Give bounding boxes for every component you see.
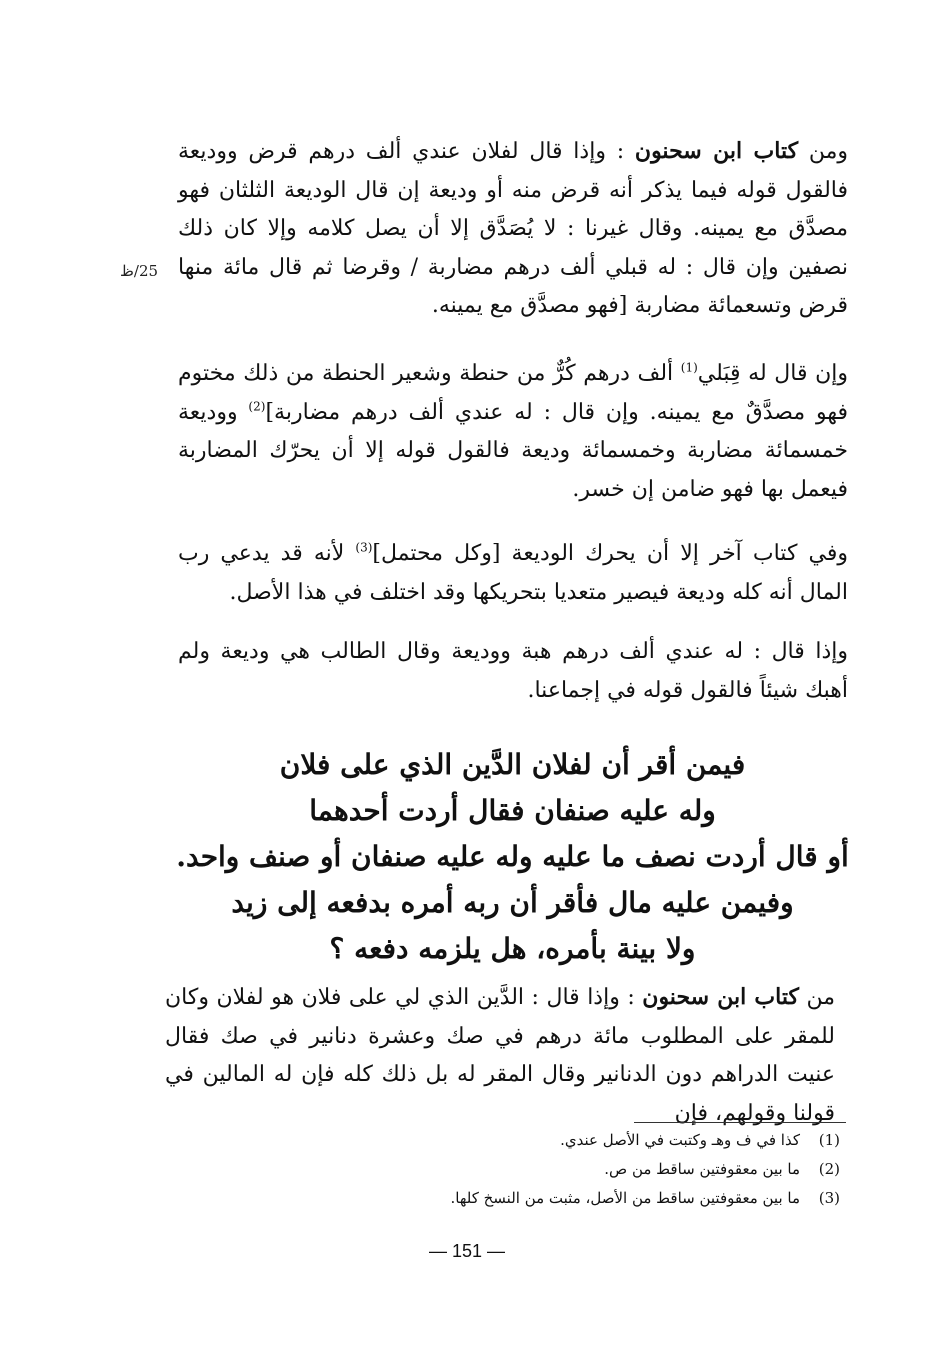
section-heading: [175, 742, 850, 972]
paragraph-2-text-a: وإن قال له قِبَلي: [697, 361, 848, 386]
paragraph-1-lead: ومن: [798, 139, 848, 164]
paragraph-1-text: : وإذا قال لفلان عندي ألف درهم قرض ووديعة فالقول قوله فيما يذكر أنه قرض منه أو وديعة إن قال الوديعة الثلثان فهو مصدَّق مع يمينه. وقال غيرنا : لا يُصَدَّق إلا أن يصل كلامه وإلا كان ذلك نصفين وإن قال : له قبلي ألف درهم مضاربة / وقرضا ثم قال مائة منها قرض وتسعمائة مضاربة [فهو مصدَّق مع يمينه.: [178, 139, 848, 318]
paragraph-2-text-c: ووديعة خمسمائة مضاربة وخمسمائة وديعة فالقول قوله إلا أن يحرّك المضاربة فيعمل بها فهو ضامن إن خسر.: [178, 399, 848, 502]
paragraph-5-text: : وإذا قال : الدَّين الذي لي على فلان هو لفلان وكان للمقر على المطلوب مائة درهم في صك وعشرة دنانير في صك فقال عنيت الدراهم دون الدنانير وقال المقر له بل ذلك كله فإن له المالين في قولنا وقولهم، فإن: [165, 985, 835, 1126]
footnote-number: (2): [818, 1160, 840, 1178]
footnote: [420, 1184, 840, 1213]
paragraph-2: [178, 355, 848, 509]
footnote-ref-1: (1): [680, 360, 698, 375]
footnote-text: ما بين معقوفتين ساقط من ص.: [604, 1160, 800, 1178]
footnote: [420, 1126, 840, 1155]
footnote-text: كذا في ف وهـ وكتبت في الأصل عندي.: [560, 1131, 800, 1149]
footnote: [420, 1155, 840, 1184]
footnote-number: (1): [818, 1131, 840, 1149]
paragraph-2-text-b: ألف درهم كُرٌّ من حنطة وشعير الحنطة من ذلك مختوم فهو مصدَّقٌ مع يمينه. وإن قال : له عندي ألف درهم مضاربة]: [178, 361, 849, 425]
paragraph-3: [178, 535, 848, 612]
source-title: كتاب ابن سحنون: [634, 138, 799, 164]
paragraph-3-text-a: وفي كتاب آخر إلا أن يحرك الوديعة [وكل محتمل]: [372, 541, 848, 566]
footnotes: [420, 1126, 840, 1213]
footnote-text: ما بين معقوفتين ساقط من الأصل، مثبت من النسخ كلها.: [450, 1189, 800, 1207]
footnote-number: (3): [818, 1189, 840, 1207]
source-title: كتاب ابن سحنون: [642, 984, 799, 1010]
heading-line: وله عليه صنفان فقال أردت أحدهما: [309, 794, 716, 827]
paragraph-5: [165, 978, 835, 1133]
margin-folio-note: 25/ظ: [120, 262, 159, 280]
paragraph-3-text-b: لأنه قد يدعي رب المال أنه كله وديعة فيصير متعديا بتحريكها وقد اختلف في هذا الأصل.: [178, 541, 848, 605]
paragraph-4-text: وإذا قال : له عندي ألف درهم هبة ووديعة وقال الطالب هي وديعة ولم أهبك شيئاً فالقول قوله في إجماعنا.: [178, 639, 848, 703]
heading-line: أو قال أردت نصف ما عليه وله عليه صنفان أو صنف واحد.: [176, 840, 849, 873]
footnote-separator: [634, 1122, 846, 1123]
heading-line: فيمن أقر أن لفلان الدَّين الذي على فلان: [279, 748, 746, 781]
heading-line: وفيمن عليه مال فأقر أن ربه أمره بدفعه إلى زيد: [231, 886, 794, 919]
paragraph-1: [178, 132, 848, 326]
paragraph-4: [178, 633, 848, 710]
footnote-ref-3: (3): [355, 540, 373, 555]
page-number: — 151 —: [428, 1241, 506, 1261]
paragraph-5-lead: من: [798, 985, 835, 1010]
heading-line: ولا بينة بأمره، هل يلزمه دفعه ؟: [329, 932, 696, 965]
footnote-ref-2: (2): [248, 399, 266, 414]
